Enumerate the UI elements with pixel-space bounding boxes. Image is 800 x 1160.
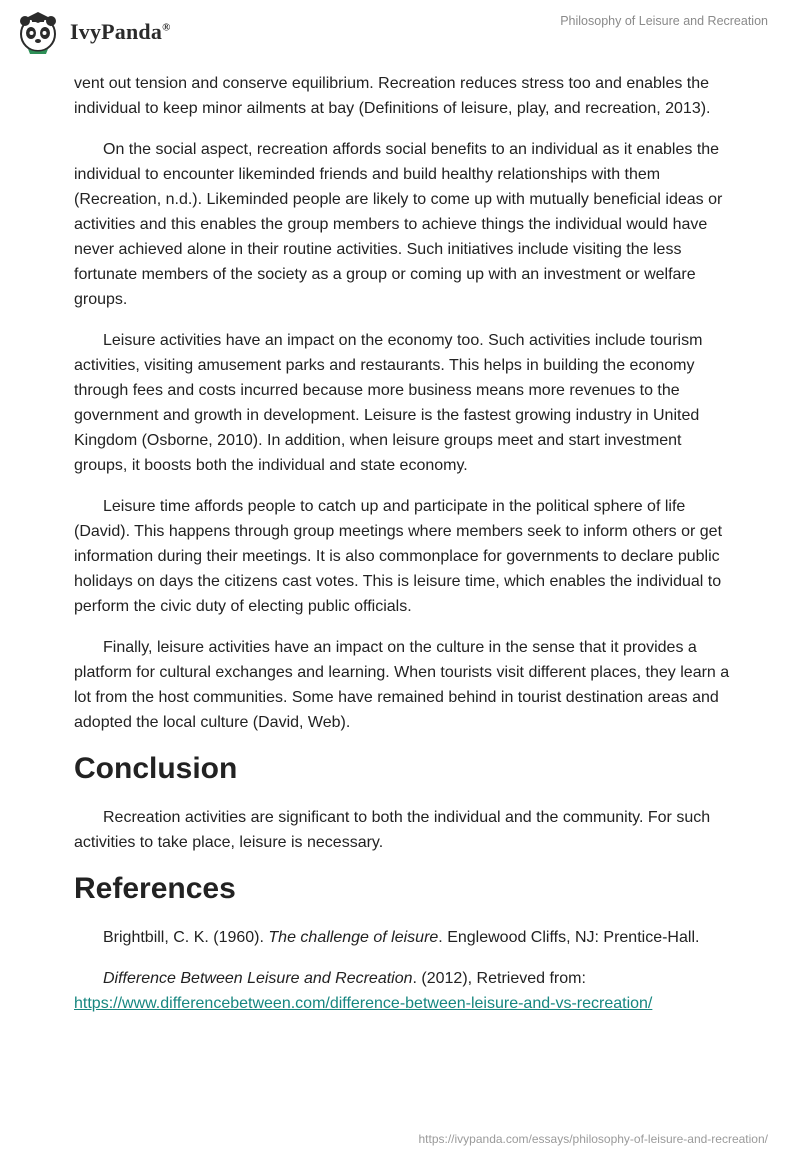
paragraph: Finally, leisure activities have an impact on the culture in the sense that it provides a platform for cultural exchanges and learning. When tourists visit different places, they learn a lot from the host communities. Some have remained behind in tourist destination areas and adopted the local culture (David, Web). [74, 639, 730, 731]
references-heading: References [74, 872, 236, 905]
footer-url: https://ivypanda.com/essays/philosophy-of-leisure-and-recreation/ [418, 1132, 768, 1146]
running-title: Philosophy of Leisure and Recreation [560, 14, 768, 28]
reference-item: Difference Between Leisure and Recreation. (2012), Retrieved from: https://www.differencebetween.com/difference-between-leisure-and-vs-recreation/ [74, 970, 653, 1012]
paragraph: Leisure activities have an impact on the economy too. Such activities include tourism activities, visiting amusement parks and restaurants. This helps in building the economy through fees and costs incurred because more business means more revenues to the government and growth in development. Leisure is the fastest growing industry in United Kingdom (Osborne, 2010). In addition, when leisure groups meet and start investment groups, it boosts both the individual and state economy. [74, 332, 703, 474]
reference-link[interactable]: https://www.differencebetween.com/difference-between-leisure-and-vs-recreation/ [74, 995, 653, 1012]
reference-item: Brightbill, C. K. (1960). The challenge of leisure. Englewood Cliffs, NJ: Prentice-Hall. [103, 929, 700, 946]
brand-name: IvyPanda® [70, 19, 171, 44]
essay-content [74, 71, 734, 1032]
paragraph: vent out tension and conserve equilibrium. Recreation reduces stress too and enables the individual to keep minor ailments at bay (Definitions of leisure, play, and recreation, 2013). [74, 75, 711, 117]
ivypanda-logo[interactable] [16, 8, 171, 56]
conclusion-paragraph: Recreation activities are significant to both the individual and the community. For such activities to take place, leisure is necessary. [74, 809, 711, 851]
paragraph: On the social aspect, recreation affords social benefits to an individual as it enables the individual to encounter likeminded friends and build healthy relationships with them (Recreation, n.d.). Likeminded people are likely to come up with mutually beneficial ideas or activities and this enables the group members to achieve things the individual would have never achieved alone in their routine activities. Such initiatives include visiting the less fortunate members of the society as a group or coming up with an investment or welfare groups. [74, 141, 723, 308]
panda-logo-icon [16, 8, 64, 56]
conclusion-heading: Conclusion [74, 752, 238, 785]
page-header [0, 0, 800, 70]
paragraph: Leisure time affords people to catch up and participate in the political sphere of life (David). This happens through group meetings where members seek to inform others or get information during their meetings. It is also commonplace for governments to declare public holidays on days the citizens cast votes. This is leisure time, which enables the individual to perform the civic duty of electing public officials. [74, 498, 723, 615]
